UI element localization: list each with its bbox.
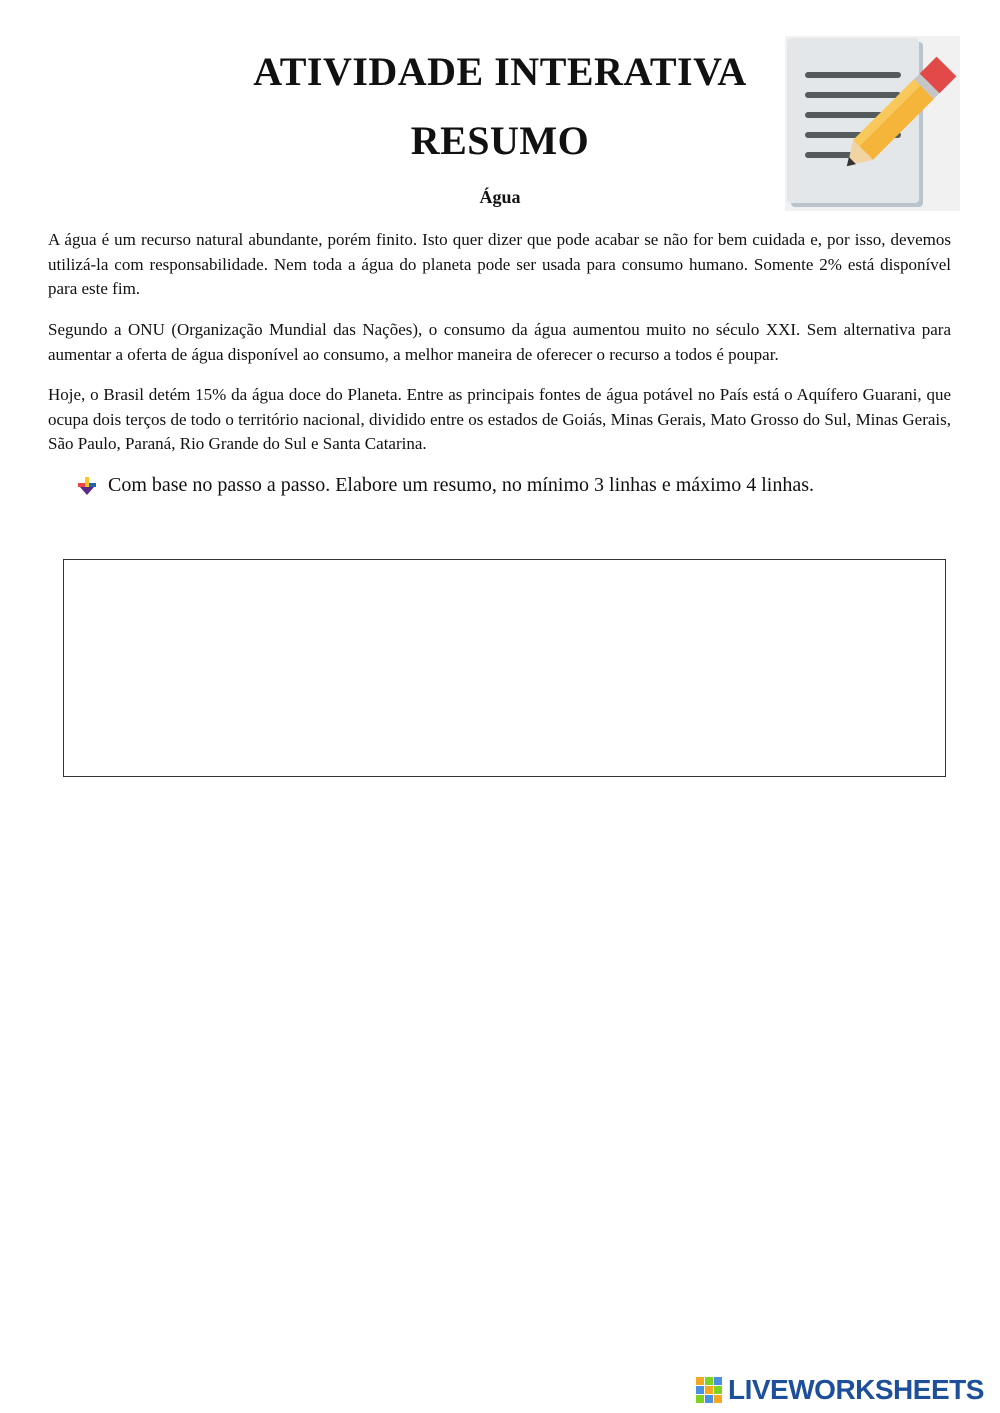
brand-name: LIVEWORKSHEETS (728, 1374, 984, 1405)
instruction-line (76, 474, 814, 497)
topic-heading: Água (479, 187, 521, 207)
liveworksheets-mark-icon (696, 1375, 724, 1405)
paragraph-3: Hoje, o Brasil detém 15% da água doce do Planeta. Entre as principais fontes de água potável no País está o Aquífero Guarani, que ocupa dois terços de todo o território nacional, dividido entre os estados de Goiás, Minas Gerais, Mato Grosso do Sul, Minas Gerais, São Paulo, Paraná, Rio Grande do Sul e Santa Catarina. (48, 385, 951, 453)
page-subtitle: RESUMO (410, 118, 590, 163)
paragraph-2: Segundo a ONU (Organização Mundial das Nações), o consumo da água aumentou muito no século XXI. Sem alternativa para aumentar a oferta de água disponível ao consumo, a melhor maneira de oferecer o recurso a todos é poupar. (48, 320, 951, 364)
document-pencil-icon (785, 36, 960, 211)
answer-text-box[interactable] (63, 559, 946, 777)
liveworksheets-logo (696, 1374, 984, 1406)
page-title: ATIVIDADE INTERATIVA (253, 49, 747, 94)
bullet-arrow-icon (76, 475, 98, 497)
instruction-text: Com base no passo a passo. Elabore um resumo, no mínimo 3 linhas e máximo 4 linhas. (108, 474, 815, 496)
paragraph-1: A água é um recurso natural abundante, porém finito. Isto quer dizer que pode acabar se não for bem cuidada e, por isso, devemos utilizá-la com responsabilidade. Nem toda a água do planeta pode ser usada para consumo humano. Somente 2% está disponível para este fim. (48, 230, 951, 298)
